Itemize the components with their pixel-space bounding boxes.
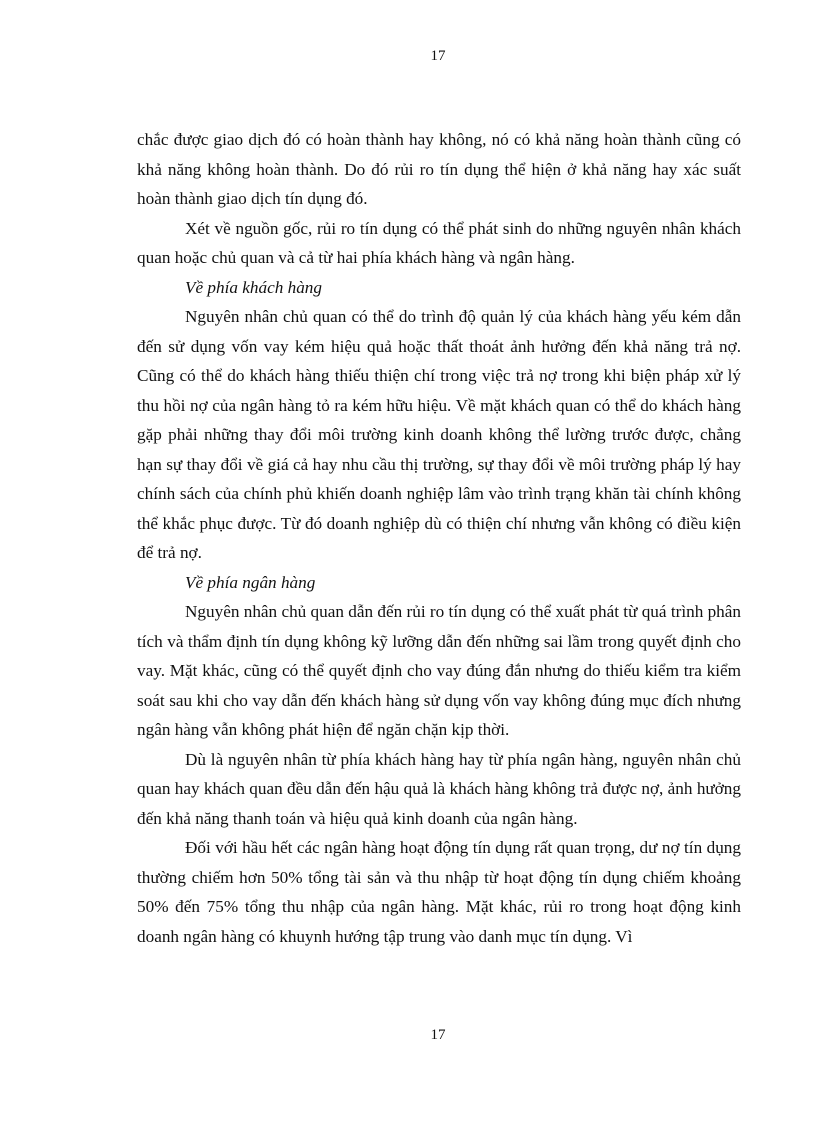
paragraph-consequences: Dù là nguyên nhân từ phía khách hàng hay từ phía ngân hàng, nguyên nhân chủ quan hay khách quan đều dẫn đến hậu quả là khách hàng không trả được nợ, ảnh hưởng đến khả năng thanh toán và hiệu quả kinh doanh của ngân hàng. [137,749,741,828]
subheading-customer-side: Về phía khách hàng [185,277,322,297]
page-number-top: 17 [430,48,446,64]
paragraph-bank-causes: Nguyên nhân chủ quan dẫn đến rủi ro tín dụng có thể xuất phát từ quá trình phân tích và thẩm định tín dụng không kỹ lưỡng dẫn đến những sai lầm trong quyết định cho vay. Mặt khác, cũng có thể quyết định cho vay đúng đắn nhưng do thiếu kiểm tra kiểm soát sau khi cho vay dẫn đến khách hàng sử dụng vốn vay không đúng mục đích nhưng ngân hàng vẫn không phát hiện để ngăn chặn kịp thời. [137,602,741,739]
paragraph-continued: chắc được giao dịch đó có hoàn thành hay không, nó có khả năng hoàn thành cũng có khả năng không hoàn thành. Do đó rủi ro tín dụng thể hiện ở khả năng hay xác suất hoàn thành giao dịch tín dụng đó. [137,130,741,208]
subheading-bank-side: Về phía ngân hàng [185,572,316,592]
paragraph-credit-importance: Đối với hầu hết các ngân hàng hoạt động tín dụng rất quan trọng, dư nợ tín dụng thường chiếm hơn 50% tổng tài sản và thu nhập từ hoạt động tín dụng chiếm khoảng 50% đến 75% tổng thu nhập của ngân hàng. Mặt khác, rủi ro trong hoạt động kinh doanh ngân hàng có khuynh hướng tập trung vào danh mục tín dụng. Vì [137,838,741,946]
body-text [137,125,741,951]
paragraph-customer-causes: Nguyên nhân chủ quan có thể do trình độ quản lý của khách hàng yếu kém dẫn đến sử dụng vốn vay kém hiệu quả hoặc thất thoát ảnh hưởng đến khả năng trả nợ. Cũng có thể do khách hàng thiếu thiện chí trong việc trả nợ trong khi biện pháp xử lý thu hồi nợ của ngân hàng tỏ ra kém hữu hiệu. Về mặt khách quan có thể do khách hàng gặp phải những thay đổi môi trường kinh doanh không thể lường trước được, chẳng hạn sự thay đổi về giá cả hay nhu cầu thị trường, sự thay đổi về môi trường pháp lý hay chính sách của chính phủ khiến doanh nghiệp lâm vào trình trạng khăn tài chính không thể khắc phục được. Từ đó doanh nghiệp dù có thiện chí nhưng vẫn không có điều kiện để trả nợ. [137,307,741,562]
page-number-bottom: 17 [430,1027,446,1043]
paragraph-credit-risk-origin: Xét về nguồn gốc, rủi ro tín dụng có thể phát sinh do những nguyên nhân khách quan hoặc chủ quan và cả từ hai phía khách hàng và ngân hàng. [137,218,741,267]
